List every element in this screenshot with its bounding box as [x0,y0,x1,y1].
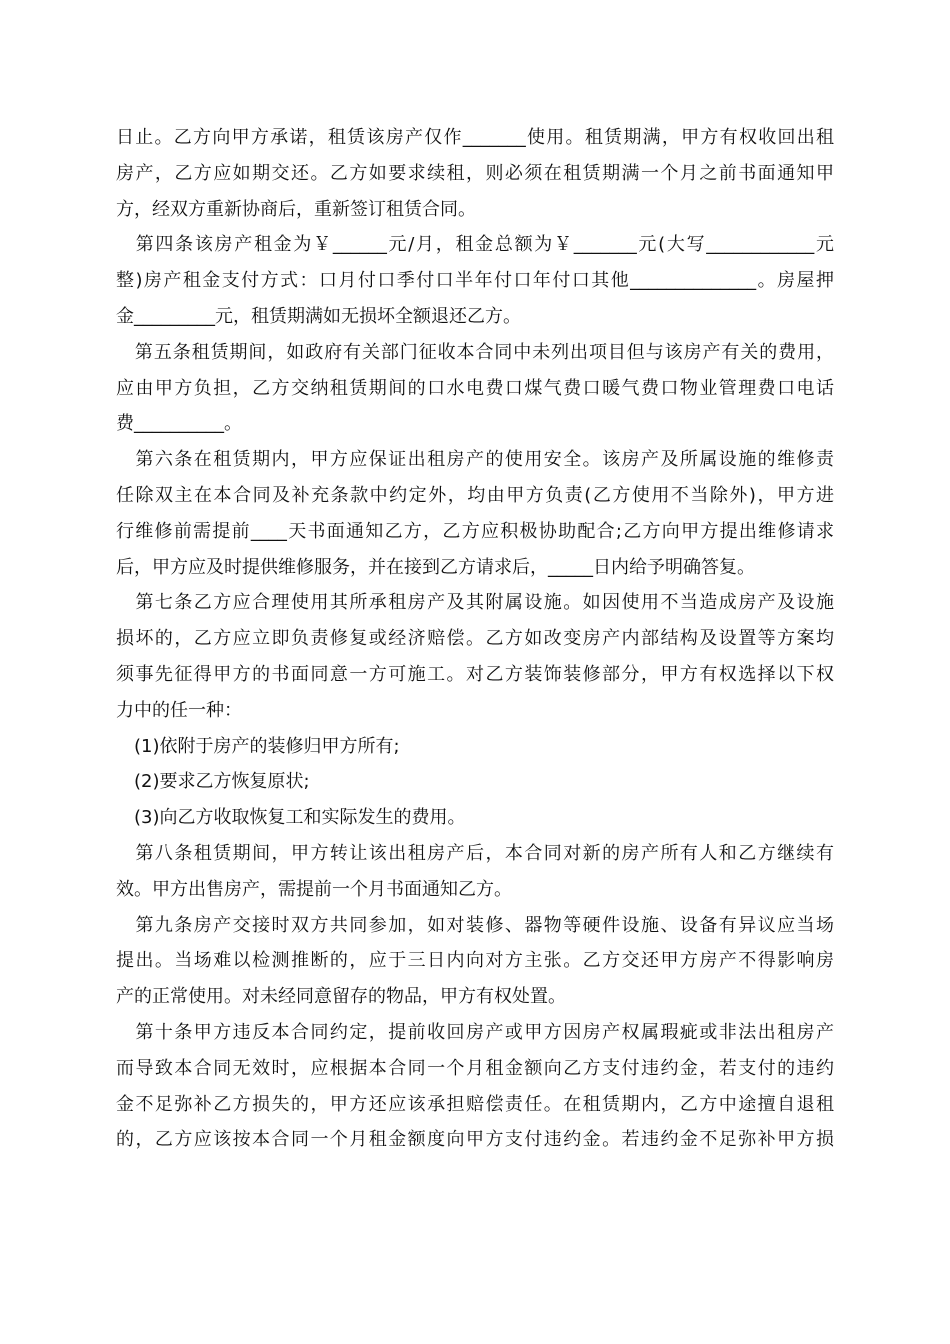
text-line: 第九条房产交接时双方共同参加，如对装修、器物等硬件设施、设备有异议应当场 [116,914,834,936]
text-line: 日止。乙方向甲方承诺，租赁该房产仅作_______使用。租赁期满，甲方有权收回出租 [116,127,834,148]
list-item: (3)向乙方收取恢复工和实际发生的费用。 [116,807,466,829]
text-line: 后，甲方应及时提供维修服务，并在接到乙方请求后，_____日内给予明确答复。 [116,556,755,578]
text-line: 产的正常使用。对未经同意留存的物品，甲方有权处置。 [116,986,566,1008]
text-line: 应由甲方负担，乙方交纳租赁期间的口水电费口煤气费口暖气费口物业管理费口电话 [116,377,834,399]
text-line: 损坏的，乙方应立即负责修复或经济赔偿。乙方如改变房产内部结构及设置等方案均 [116,628,834,650]
list-item: (2)要求乙方恢复原状; [116,771,310,793]
text-line: 任除双主在本合同及补充条款中约定外，均由甲方负责(乙方使用不当除外)，甲方进 [116,484,834,506]
text-line: 第十条甲方违反本合同约定，提前收回房产或甲方因房产权属瑕疵或非法出租房产 [116,1021,834,1043]
text-line: 第四条该房产租金为￥______元/月，租金总额为￥_______元(大写____________元 [116,234,834,256]
text-line: 费__________。 [116,413,242,435]
text-line: 第七条乙方应合理使用其所承租房产及其附属设施。如因使用不当造成房产及设施 [116,592,834,614]
contract-body [116,120,834,1158]
text-line: 金_________元，租赁期满如无损坏全额退还乙方。 [116,305,521,327]
text-line: 须事先征得甲方的书面同意一方可施工。对乙方装饰装修部分，甲方有权选择以下权 [116,663,834,685]
text-line: 行维修前需提前____天书面通知乙方，乙方应积极协助配合;乙方向甲方提出维修请求 [116,520,834,542]
text-line: 方，经双方重新协商后，重新签订租赁合同。 [116,198,476,220]
text-line: 整)房产租金支付方式：口月付口季付口半年付口年付口其他______________。房屋押 [116,270,834,292]
text-line: 房产，乙方应如期交还。乙方如要求续租，则必须在租赁期满一个月之前书面通知甲 [116,162,834,184]
text-line: 提出。当场难以检测推断的，应于三日内向对方主张。乙方交还甲方房产不得影响房 [116,950,834,972]
list-item: (1)依附于房产的装修归甲方所有; [116,735,400,757]
text-line: 的，乙方应该按本合同一个月租金额度向甲方支付违约金。若违约金不足弥补甲方损 [116,1129,834,1151]
text-line: 效。甲方出售房产，需提前一个月书面通知乙方。 [116,878,512,900]
text-line: 第五条租赁期间，如政府有关部门征收本合同中未列出项目但与该房产有关的费用， [116,341,834,363]
text-line: 力中的任一种： [116,699,242,721]
text-line: 金不足弥补乙方损失的，甲方还应该承担赔偿责任。在租赁期内，乙方中途擅自退租 [116,1093,834,1115]
text-line: 第八条租赁期间，甲方转让该出租房产后，本合同对新的房产所有人和乙方继续有 [116,842,834,864]
text-line: 第六条在租赁期内，甲方应保证出租房产的使用安全。该房产及所属设施的维修责 [116,449,834,471]
text-line: 而导致本合同无效时，应根据本合同一个月租金额向乙方支付违约金，若支付的违约 [116,1057,834,1079]
